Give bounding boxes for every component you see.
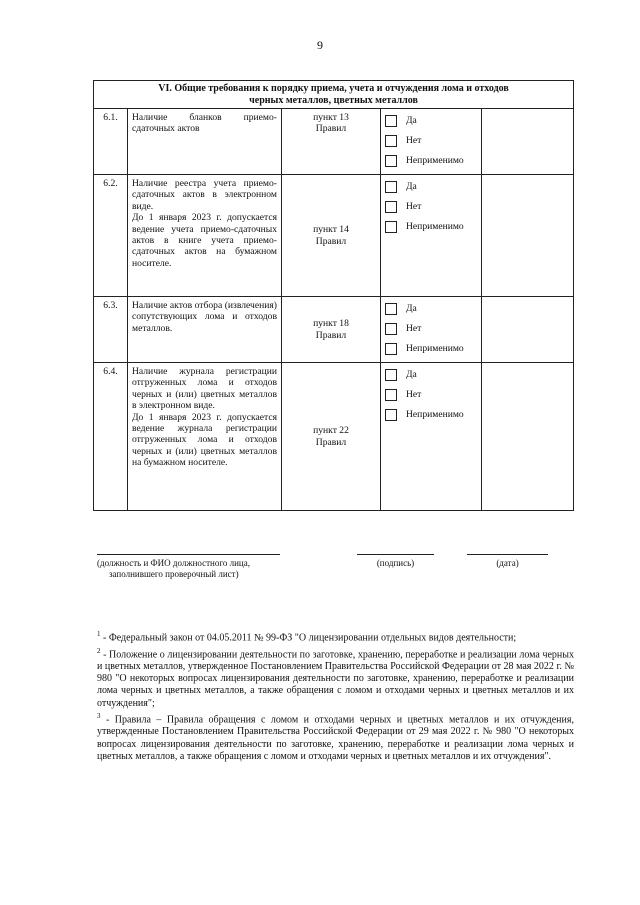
official-caption — [97, 558, 287, 580]
row-number: 6.4. — [94, 363, 128, 511]
reference-point: пункт 22 — [313, 425, 349, 437]
row-number: 6.3. — [94, 297, 128, 363]
checkbox-yes[interactable] — [385, 369, 397, 381]
checkbox-yes[interactable] — [385, 115, 397, 127]
description-note: До 1 января 2023 г. допускается ведение журнала регистрации отгруженных лома и отходов черных и (или) цветных металлов на бумажном носителе. — [132, 411, 277, 469]
footnote-text: - Правила – Правила обращения с ломом и отходами черных и цветных металлов и их отчуждения, утвержденные Постановлением Правительства Российской Федерации от 29 мая 2022 г. № 980 "О некоторых вопросах лицензирования деятельности по заготовке, хранению, переработке и реализации лома черных и цветных металлов, а также обращения с ломом и отходами черных и цветных металлов и их отчуждения". — [97, 714, 574, 762]
row-description: Наличие бланков приемо-сдаточных актов — [128, 109, 282, 175]
option-yes[interactable] — [385, 111, 477, 131]
row-reference — [282, 363, 381, 511]
reference-point: пункт 18 — [313, 318, 349, 330]
signature-line[interactable] — [357, 554, 434, 555]
option-yes[interactable] — [385, 365, 477, 385]
signature-caption: (подпись) — [376, 558, 415, 568]
checkbox-na[interactable] — [385, 343, 397, 355]
options-cell — [381, 363, 482, 511]
option-na[interactable] — [385, 217, 477, 237]
option-label: Неприменимо — [406, 343, 464, 355]
footnote-mark: 1 — [97, 630, 101, 638]
footnote-text: - Федеральный закон от 04.05.2011 № 99-ФЗ "О лицензировании отдельных видов деятельности; — [100, 632, 517, 644]
checkbox-yes[interactable] — [385, 181, 397, 193]
table-row — [94, 363, 574, 511]
date-caption: (дата) — [496, 558, 519, 568]
option-yes[interactable] — [385, 299, 477, 319]
option-label: Да — [406, 181, 417, 193]
option-label: Неприменимо — [406, 409, 464, 421]
option-label: Неприменимо — [406, 221, 464, 233]
option-no[interactable] — [385, 385, 477, 405]
option-na[interactable] — [385, 339, 477, 359]
option-na[interactable] — [385, 405, 477, 425]
footnote-mark: 3 — [97, 711, 101, 720]
reference-doc: Правил — [315, 235, 347, 247]
option-label: Нет — [406, 135, 422, 147]
option-no[interactable] — [385, 319, 477, 339]
table-row — [94, 175, 574, 297]
row-description — [128, 175, 282, 297]
comment-cell[interactable] — [482, 363, 574, 511]
options-cell — [381, 109, 482, 175]
footnotes — [97, 628, 574, 763]
checkbox-na[interactable] — [385, 221, 397, 233]
option-label: Нет — [406, 323, 422, 335]
row-reference — [282, 175, 381, 297]
row-description: Наличие актов отбора (извлечения) сопутствующих лома и отходов металлов. — [128, 297, 282, 363]
options-cell — [381, 175, 482, 297]
option-label: Да — [406, 303, 417, 315]
date-line[interactable] — [467, 554, 548, 555]
official-caption-line2: заполнившего проверочный лист) — [109, 569, 239, 579]
comment-cell[interactable] — [482, 297, 574, 363]
option-no[interactable] — [385, 131, 477, 151]
checkbox-yes[interactable] — [385, 303, 397, 315]
row-number: 6.2. — [94, 175, 128, 297]
row-number: 6.1. — [94, 109, 128, 175]
reference-doc: Правил — [315, 436, 347, 448]
checkbox-na[interactable] — [385, 155, 397, 167]
official-caption-line1: (должность и ФИО должностного лица, — [97, 558, 250, 568]
footnote-1 — [97, 628, 574, 645]
reference-point: пункт 13 — [313, 112, 349, 123]
checklist-table — [93, 80, 574, 511]
reference-doc: Правил — [315, 329, 347, 341]
footnote-mark: 2 — [97, 646, 101, 655]
checkbox-no[interactable] — [385, 323, 397, 335]
table-row — [94, 297, 574, 363]
option-na[interactable] — [385, 151, 477, 171]
comment-cell[interactable] — [482, 175, 574, 297]
page-number: 9 — [317, 38, 323, 52]
option-no[interactable] — [385, 197, 477, 217]
description-main: Наличие журнала регистрации отгруженных лома и отходов черных и (или) цветных металлов в электронном виде. — [132, 366, 277, 412]
row-reference — [282, 297, 381, 363]
checkbox-no[interactable] — [385, 389, 397, 401]
option-label: Нет — [406, 201, 422, 213]
reference-doc: Правил — [315, 123, 347, 135]
row-reference — [282, 109, 381, 175]
option-label: Нет — [406, 389, 422, 401]
options-cell — [381, 297, 482, 363]
footnote-text: - Положение о лицензировании деятельности по заготовке, хранению, переработке и реализации лома черных и цветных металлов, утвержденное Постановлением Правительства Российской Федерации от 28 мая 2022 г. № 980 "О некоторых вопросах лицензирования деятельности по заготовке, хранению, переработке и реализации лома черных и цветных металлов, а также обращения с ломом и отходами черных и цветных металлов и их отчуждения"; — [97, 648, 574, 709]
checkbox-na[interactable] — [385, 409, 397, 421]
table-row — [94, 109, 574, 175]
official-signature-line[interactable] — [97, 554, 280, 555]
checkbox-no[interactable] — [385, 201, 397, 213]
row-description — [128, 363, 282, 511]
checkbox-no[interactable] — [385, 135, 397, 147]
description-main: Наличие реестра учета приемо-сдаточных актов в электронном виде. — [132, 178, 277, 212]
description-note: До 1 января 2023 г. допускается ведение учета приемо-сдаточных актов в книге учета приемо-сдаточных актов на бумажном носителе. — [132, 212, 277, 269]
footnote-2 — [97, 645, 574, 710]
comment-cell[interactable] — [482, 109, 574, 175]
option-label: Да — [406, 369, 417, 381]
footnote-3 — [97, 710, 574, 763]
option-yes[interactable] — [385, 177, 477, 197]
option-label: Неприменимо — [406, 155, 464, 167]
section-title-line2: черных металлов, цветных металлов — [249, 95, 418, 106]
option-label: Да — [406, 115, 417, 127]
section-header — [94, 81, 574, 109]
reference-point: пункт 14 — [313, 224, 349, 236]
section-title-line1: VI. Общие требования к порядку приема, учета и отчуждения лома и отходов — [158, 83, 509, 94]
